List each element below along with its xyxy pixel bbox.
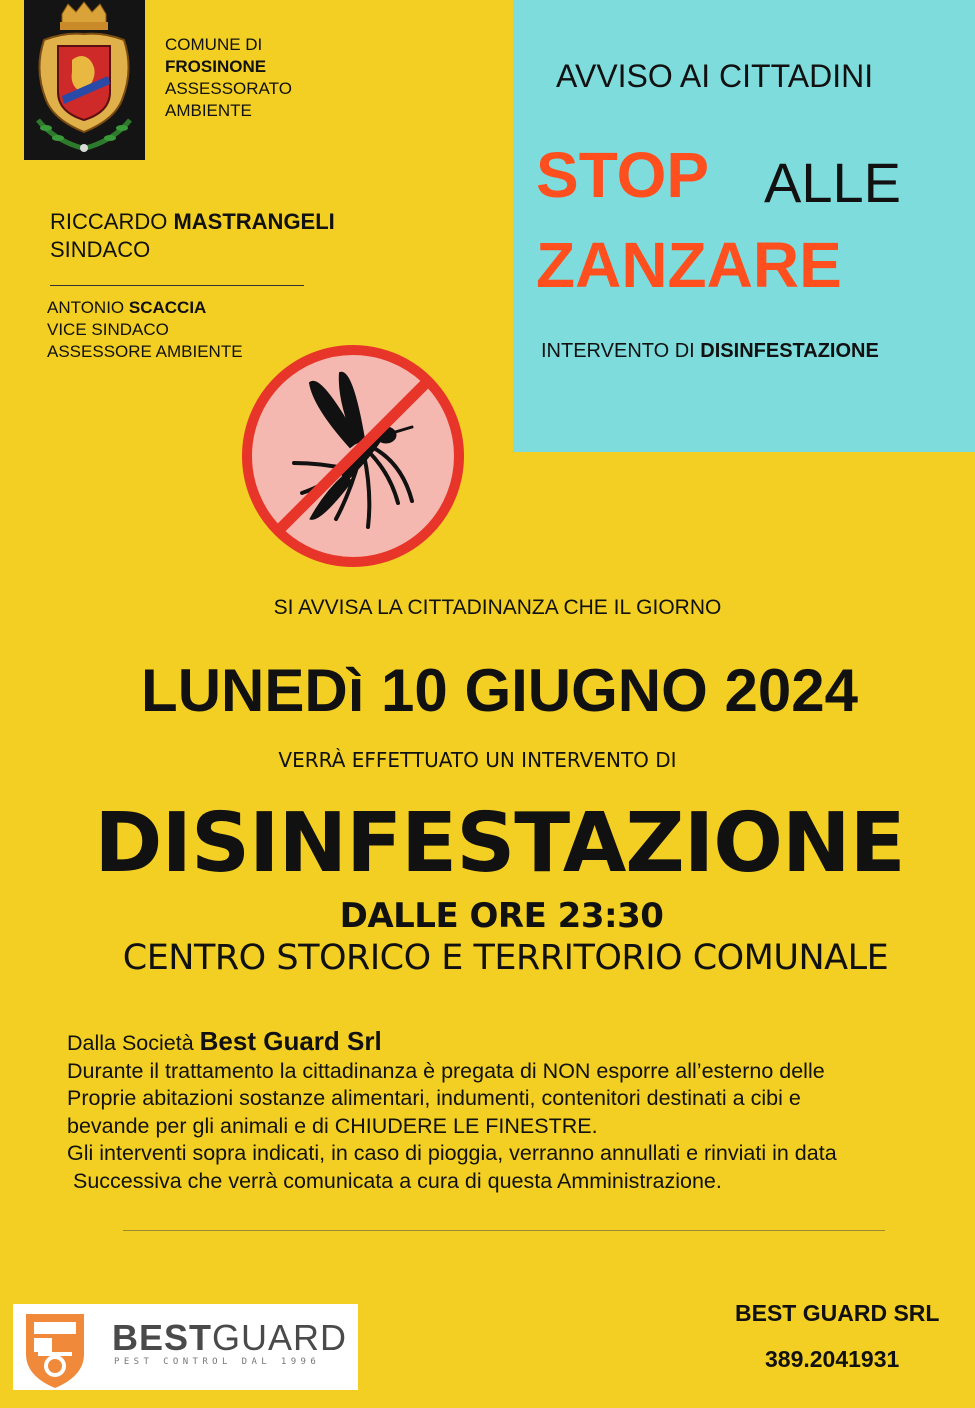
contact-phone: 389.2041931 bbox=[765, 1346, 900, 1372]
no-mosquito-icon bbox=[240, 343, 466, 569]
alle-heading: ALLE bbox=[764, 151, 901, 214]
officials-divider bbox=[50, 285, 304, 286]
instruction-line-5: Successiva che verrà comunicata a cura di questa Amministrazione. bbox=[67, 1168, 722, 1193]
coat-of-arms-emblem bbox=[24, 0, 145, 160]
event-area: CENTRO STORICO E TERRITORIO COMUNALE bbox=[122, 938, 889, 978]
instructions-paragraph bbox=[67, 1028, 972, 1195]
intervention-intro: VERRÀ EFFETTUATO UN INTERVENTO DI bbox=[278, 748, 677, 772]
notice-sub-bold: DISINFESTAZIONE bbox=[700, 340, 879, 362]
contact-company: BEST GUARD SRL bbox=[735, 1300, 940, 1326]
logo-wordmark bbox=[112, 1317, 347, 1359]
zanzare-heading: ZANZARE bbox=[536, 229, 842, 301]
org-line-3: ASSESSORATO bbox=[165, 79, 292, 98]
deputy-role-1: VICE SINDACO bbox=[47, 320, 169, 339]
org-line-1: COMUNE DI bbox=[165, 35, 263, 54]
instruction-line-4: Gli interventi sopra indicati, in caso di pioggia, verranno annullati e rinviati in data bbox=[67, 1141, 837, 1165]
org-line-4: AMBIENTE bbox=[165, 101, 252, 120]
disinfestation-heading: DISINFESTAZIONE bbox=[94, 796, 905, 891]
event-time: DALLE ORE 23:30 bbox=[339, 896, 664, 936]
instruction-line-1: Durante il trattamento la cittadinanza è pregata di NON esporre all’esterno delle bbox=[67, 1058, 825, 1083]
deputy-first-name: ANTONIO bbox=[47, 298, 129, 317]
logo-word-best: BEST bbox=[112, 1317, 213, 1358]
stop-heading: STOP bbox=[536, 139, 710, 211]
logo-tagline: PEST CONTROL DAL 1996 bbox=[114, 1357, 321, 1367]
shield-icon bbox=[20, 1310, 90, 1390]
announcement-line: SI AVVISA LA CITTADINANZA CHE IL GIORNO bbox=[273, 596, 722, 619]
footer-divider bbox=[123, 1230, 885, 1231]
municipality-header bbox=[165, 34, 292, 122]
mayor-role: SINDACO bbox=[50, 237, 151, 262]
company-prefix: Dalla Società bbox=[67, 1031, 200, 1055]
mayor-last-name: MASTRANGELI bbox=[173, 209, 335, 234]
notice-sub-prefix: INTERVENTO DI bbox=[541, 340, 701, 362]
notice-subtitle bbox=[541, 340, 879, 363]
deputy-role-2: ASSESSORE AMBIENTE bbox=[47, 342, 243, 361]
event-date: LUNEDì 10 GIUGNO 2024 bbox=[141, 657, 858, 724]
deputy-block bbox=[47, 297, 243, 363]
mayor-first-name: RICCARDO bbox=[50, 209, 174, 234]
company-name: Best Guard Srl bbox=[199, 1026, 382, 1056]
logo-word-guard: GUARD bbox=[212, 1317, 348, 1358]
notice-kicker: AVVISO AI CITTADINI bbox=[556, 58, 874, 94]
deputy-last-name: SCACCIA bbox=[128, 298, 207, 317]
instruction-line-2: Proprie abitazioni sostanze alimentari, indumenti, contenitori destinati a cibi e bbox=[67, 1086, 801, 1110]
org-city: FROSINONE bbox=[165, 57, 267, 76]
instruction-line-3: bevande per gli animali e di CHIUDERE LE FINESTRE. bbox=[67, 1113, 598, 1138]
mayor-block bbox=[50, 208, 335, 264]
